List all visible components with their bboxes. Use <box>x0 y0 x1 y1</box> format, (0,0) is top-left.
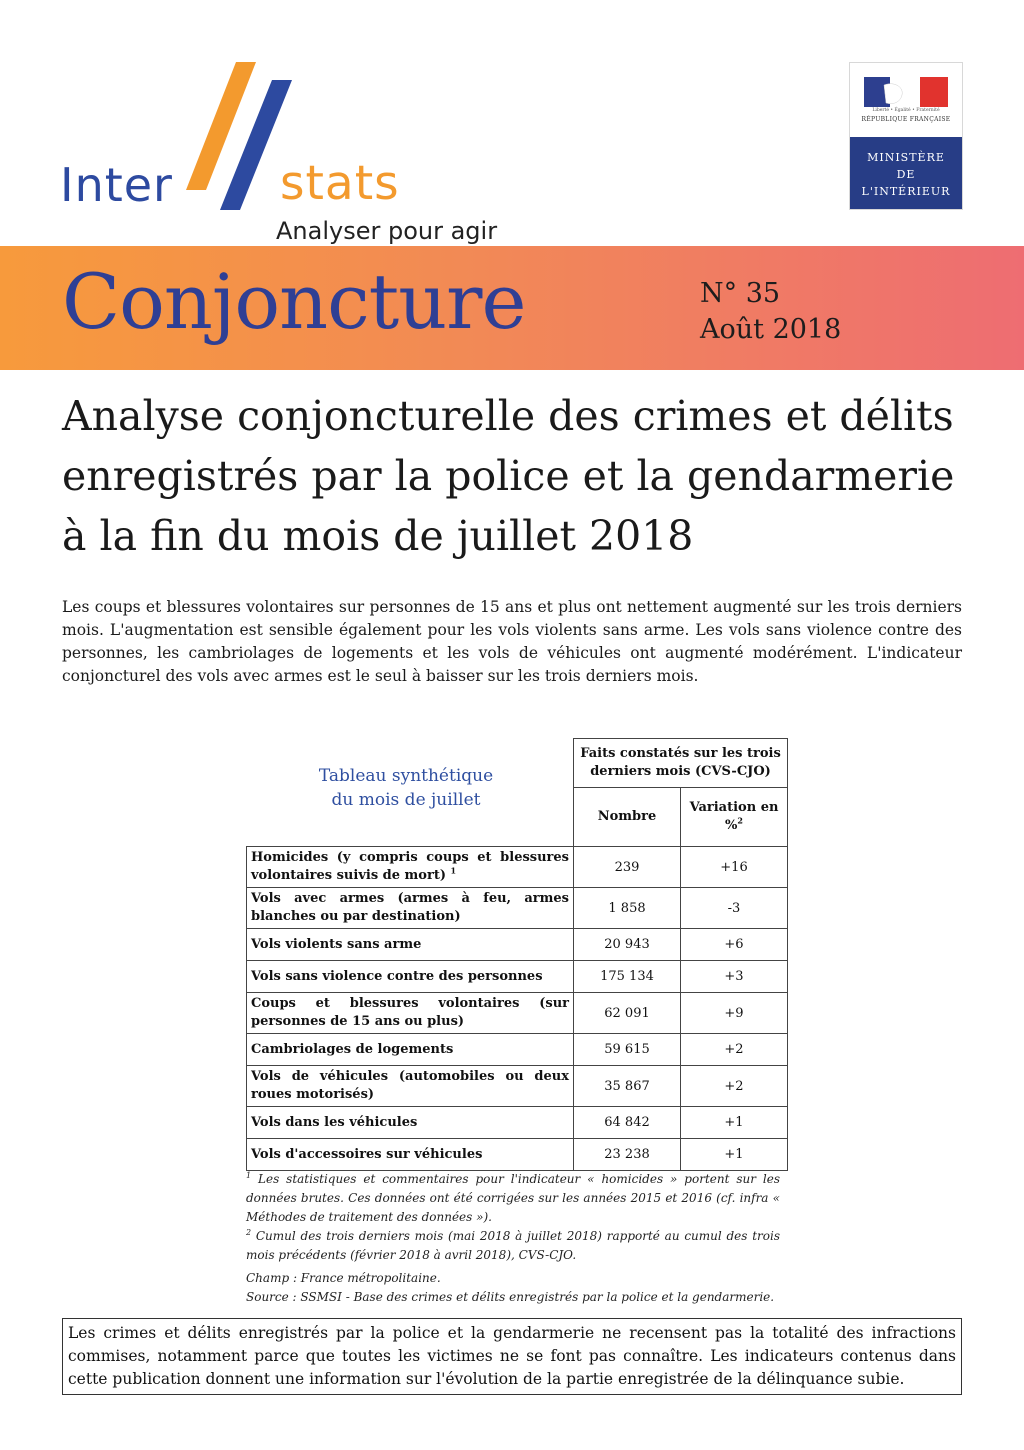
row-variation: +9 <box>681 993 788 1034</box>
banner-issue <box>700 276 841 348</box>
ministry-name-line2: DE <box>896 168 916 181</box>
row-label <box>247 847 574 888</box>
marianne-flag-icon <box>864 77 948 107</box>
row-label <box>247 993 574 1034</box>
row-label-text: Coups et blessures volontaires (sur personnes de 15 ans ou plus) <box>251 996 569 1029</box>
table-row <box>247 888 788 929</box>
table-notes <box>246 1170 780 1307</box>
row-count: 1 858 <box>574 888 681 929</box>
source-note: Source : SSMSI - Base des crimes et délits enregistrés par la police et la gendarmerie. <box>246 1290 775 1304</box>
column-header-variation-note: 2 <box>737 815 743 826</box>
issue-date: Août 2018 <box>700 314 842 345</box>
row-count: 59 615 <box>574 1034 681 1066</box>
ministry-name-block <box>850 137 962 209</box>
row-count: 20 943 <box>574 929 681 961</box>
row-variation: -3 <box>681 888 788 929</box>
table-blank-cell <box>247 788 574 847</box>
row-count: 175 134 <box>574 961 681 993</box>
table-row <box>247 929 788 961</box>
note-1-text: Les statistiques et commentaires pour l'indicateur « homicides » portent sur les données brutes. Ces données ont été corrigées sur les années 2015 et 2016 (cf. infra « Méthodes de traitement des données »). <box>246 1172 780 1224</box>
ministry-name-line3: L'INTÉRIEUR <box>861 185 951 198</box>
banner-title: Conjoncture <box>62 257 526 346</box>
row-label-text: Cambriolages de logements <box>251 1041 454 1057</box>
table-body <box>247 847 788 1171</box>
conjoncture-banner <box>0 246 1024 370</box>
table-row <box>247 1107 788 1139</box>
ministry-logo <box>849 62 963 210</box>
row-label-text: Vols sans violence contre des personnes <box>251 968 543 984</box>
table-group-header-row <box>247 739 788 788</box>
note-2-marker: 2 <box>246 1228 252 1237</box>
scope-note: Champ : France métropolitaine. <box>246 1271 441 1285</box>
table-column-header-row <box>247 788 788 847</box>
summary-table <box>246 738 788 1171</box>
row-variation: +3 <box>681 961 788 993</box>
table-caption-line2: du mois de juillet <box>331 790 481 810</box>
table-row <box>247 961 788 993</box>
row-label-text: Vols violents sans arme <box>251 936 422 952</box>
table-group-header: Faits constatés sur les trois derniers mois (CVS-CJO) <box>574 739 788 788</box>
table-caption-line1: Tableau synthétique <box>318 766 494 786</box>
column-header-count: Nombre <box>574 788 681 847</box>
row-label-text: Vols dans les véhicules <box>251 1114 418 1130</box>
row-label-note: 1 <box>450 865 457 876</box>
column-header-variation-label: Variation en % <box>689 800 779 833</box>
logo-inter-text: Inter <box>60 158 173 212</box>
page-title-line3: à la fin du mois de juillet 2018 <box>62 512 694 560</box>
table-row <box>247 1139 788 1171</box>
row-variation: +1 <box>681 1107 788 1139</box>
table-blank-cell <box>247 739 574 788</box>
row-label <box>247 961 574 993</box>
row-label-text: Vols avec armes (armes à feu, armes blanches ou par destination) <box>251 891 569 924</box>
note-2 <box>246 1227 780 1265</box>
note-1-marker: 1 <box>246 1171 252 1180</box>
note-2-text: Cumul des trois derniers mois (mai 2018 à juillet 2018) rapporté au cumul des trois mois précédents (février 2018 à avril 2018), CVS-CJO. <box>246 1229 780 1262</box>
row-label-text: Vols d'accessoires sur véhicules <box>251 1146 483 1162</box>
row-count: 64 842 <box>574 1107 681 1139</box>
row-label <box>247 1139 574 1171</box>
disclaimer-box: Les crimes et délits enregistrés par la police et la gendarmerie ne recensent pas la totalité des infractions commises, notamment parce que toutes les victimes ne se font pas connaître. Les indicateurs contenus dans cette publication donnent une information sur l'évolution de la partie enregistrée de la délinquance subie. <box>62 1318 962 1395</box>
row-variation: +16 <box>681 847 788 888</box>
row-count: 35 867 <box>574 1066 681 1107</box>
ministry-name-line1: MINISTÈRE <box>867 151 945 164</box>
row-variation: +2 <box>681 1066 788 1107</box>
page-title <box>62 386 972 566</box>
row-variation: +2 <box>681 1034 788 1066</box>
table-row <box>247 847 788 888</box>
page-title-line2: enregistrés par la police et la gendarmerie <box>62 452 955 500</box>
page-title-line1: Analyse conjoncturelle des crimes et délits <box>62 392 954 440</box>
row-count: 62 091 <box>574 993 681 1034</box>
intro-paragraph: Les coups et blessures volontaires sur personnes de 15 ans et plus ont nettement augmenté sur les trois derniers mois. L'augmentation est sensible également pour les vols violents sans arme. Les vols sans violence contre des personnes, les cambriolages de logements et les vols de véhicules ont augmenté modérément. L'indicateur conjoncturel des vols avec armes est le seul à baisser sur les trois derniers mois. <box>62 598 962 685</box>
table-row <box>247 1066 788 1107</box>
row-label <box>247 929 574 961</box>
ministry-logo-top <box>850 63 962 135</box>
row-count: 23 238 <box>574 1139 681 1171</box>
interstats-logo <box>58 62 518 245</box>
row-label <box>247 1107 574 1139</box>
row-label <box>247 1066 574 1107</box>
row-label-text: Homicides (y compris coups et blessures volontaires suivis de mort) <box>251 850 569 883</box>
column-header-variation <box>681 788 788 847</box>
logo-tagline: Analyser pour agir <box>276 217 498 245</box>
row-label-text: Vols de véhicules (automobiles ou deux roues motorisés) <box>251 1069 569 1102</box>
row-label <box>247 1034 574 1066</box>
row-variation: +1 <box>681 1139 788 1171</box>
row-label <box>247 888 574 929</box>
logo-stats-text: stats <box>280 156 400 211</box>
ministry-motto: Liberté • Égalité • Fraternité <box>872 108 940 113</box>
note-1 <box>246 1170 780 1227</box>
row-count: 239 <box>574 847 681 888</box>
ministry-republic: RÉPUBLIQUE FRANÇAISE <box>861 116 951 123</box>
row-variation: +6 <box>681 929 788 961</box>
table-row <box>247 1034 788 1066</box>
issue-number: N° 35 <box>700 278 781 309</box>
table-row <box>247 993 788 1034</box>
